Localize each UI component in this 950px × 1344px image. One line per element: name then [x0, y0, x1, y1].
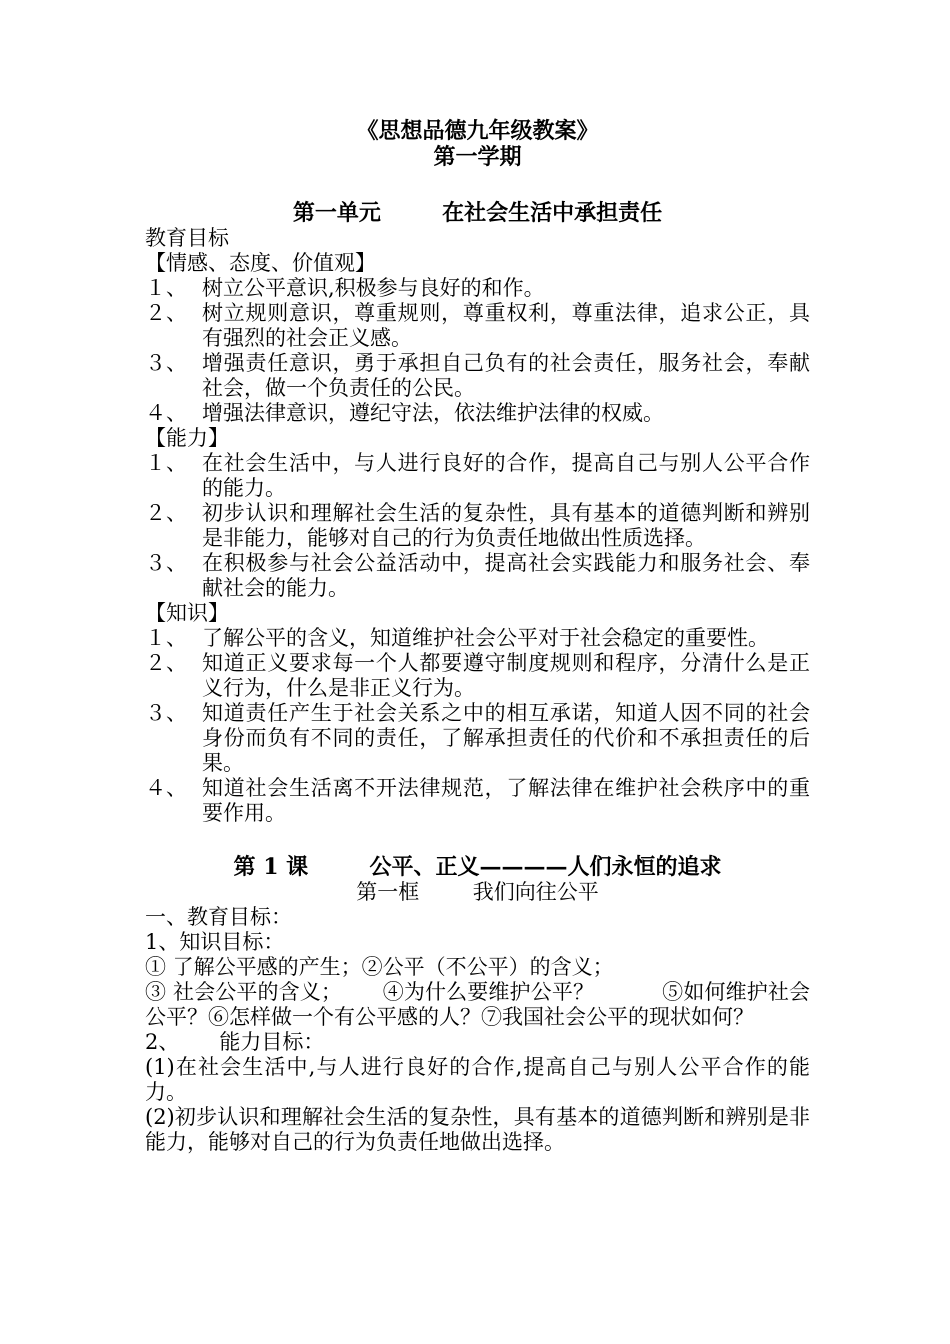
item-number: １、 — [145, 276, 187, 300]
item-number: ２、 — [145, 651, 187, 675]
emotion-heading: 【情感、态度、价值观】 — [145, 251, 376, 275]
item-number: ４、 — [145, 776, 187, 800]
knowledge-heading: 【知识】 — [145, 601, 229, 625]
semester-title: 第一学期 — [433, 144, 522, 170]
item-text: 在社会生活中，与人进行良好的合作，提高自己与别人公平合作的能力。 — [202, 451, 810, 500]
list-item — [145, 276, 810, 301]
item-number: ２、 — [145, 301, 187, 325]
item-number: １、 — [145, 451, 187, 475]
item-number: ３、 — [145, 551, 187, 575]
ability-goal-paragraph: (2)初步认识和理解社会生活的复杂性，具有基本的道德判断和辨别是非能力，能够对自己的行为负责任地做出选择。 — [145, 1105, 810, 1154]
ability-goal-heading: 2、 能力目标： — [145, 1030, 325, 1054]
item-number: ４、 — [145, 401, 187, 425]
title-block — [145, 118, 810, 170]
knowledge-goal-line: ③ 社会公平的含义； ④为什么要维护公平？ ⑤如何维护社会公平？⑥怎样做一个有公平感的人？⑦我国社会公平的现状如何？ — [145, 980, 810, 1029]
document-page — [145, 118, 810, 1155]
ability-heading: 【能力】 — [145, 426, 229, 450]
list-item — [145, 451, 810, 501]
item-text: 了解公平的含义，知道维护社会公平对于社会稳定的重要性。 — [202, 626, 769, 650]
list-item — [145, 351, 810, 401]
list-item — [145, 776, 810, 826]
item-text: 知道正义要求每一个人都要遵守制度规则和程序，分清什么是正义行为，什么是非正义行为。 — [202, 651, 810, 700]
list-item — [145, 701, 810, 776]
item-number: ３、 — [145, 351, 187, 375]
item-text: 树立规则意识，尊重规则，尊重权利，尊重法律，追求公正，具有强烈的社会正义感。 — [202, 301, 810, 350]
list-item — [145, 401, 810, 426]
document-title: 《思想品德九年级教案》 — [356, 118, 599, 144]
lesson-title: 第 1 课 公平、正义————人们永恒的追求 — [233, 854, 722, 880]
list-item — [145, 501, 810, 551]
item-text: 树立公平意识,积极参与良好的和作。 — [202, 276, 545, 300]
item-number: １、 — [145, 626, 187, 650]
list-item — [145, 651, 810, 701]
section-heading: 一、教育目标： — [145, 905, 292, 929]
item-text: 知道社会生活离不开法律规范，了解法律在维护社会秩序中的重要作用。 — [202, 776, 810, 825]
item-text: 增强责任意识，勇于承担自己负有的社会责任，服务社会，奉献社会，做一个负责任的公民。 — [202, 351, 810, 400]
goals-heading: 教育目标 — [145, 226, 229, 250]
item-text: 初步认识和理解社会生活的复杂性，具有基本的道德判断和辨别是非能力，能够对自己的行为负责任地做出性质选择。 — [202, 501, 810, 550]
unit-title: 第一单元 在社会生活中承担责任 — [292, 200, 663, 226]
knowledge-goal-heading: 1、知识目标： — [145, 930, 285, 954]
ability-goal-paragraph: (1)在社会生活中,与人进行良好的合作,提高自己与别人公平合作的能力。 — [145, 1055, 810, 1104]
list-item — [145, 626, 810, 651]
item-text: 增强法律意识，遵纪守法，依法维护法律的权威。 — [202, 401, 664, 425]
item-text: 知道责任产生于社会关系之中的相互承诺，知道人因不同的社会身份而负有不同的责任，了解承担责任的代价和不承担责任的后果。 — [202, 701, 810, 775]
list-item — [145, 301, 810, 351]
item-number: ２、 — [145, 501, 187, 525]
knowledge-goal-line: ① 了解公平感的产生；②公平（不公平）的含义； — [145, 955, 614, 979]
item-number: ３、 — [145, 701, 187, 725]
item-text: 在积极参与社会公益活动中，提高社会实践能力和服务社会、奉献社会的能力。 — [202, 551, 810, 600]
list-item — [145, 551, 810, 601]
frame-title: 第一框 我们向往公平 — [356, 880, 599, 904]
